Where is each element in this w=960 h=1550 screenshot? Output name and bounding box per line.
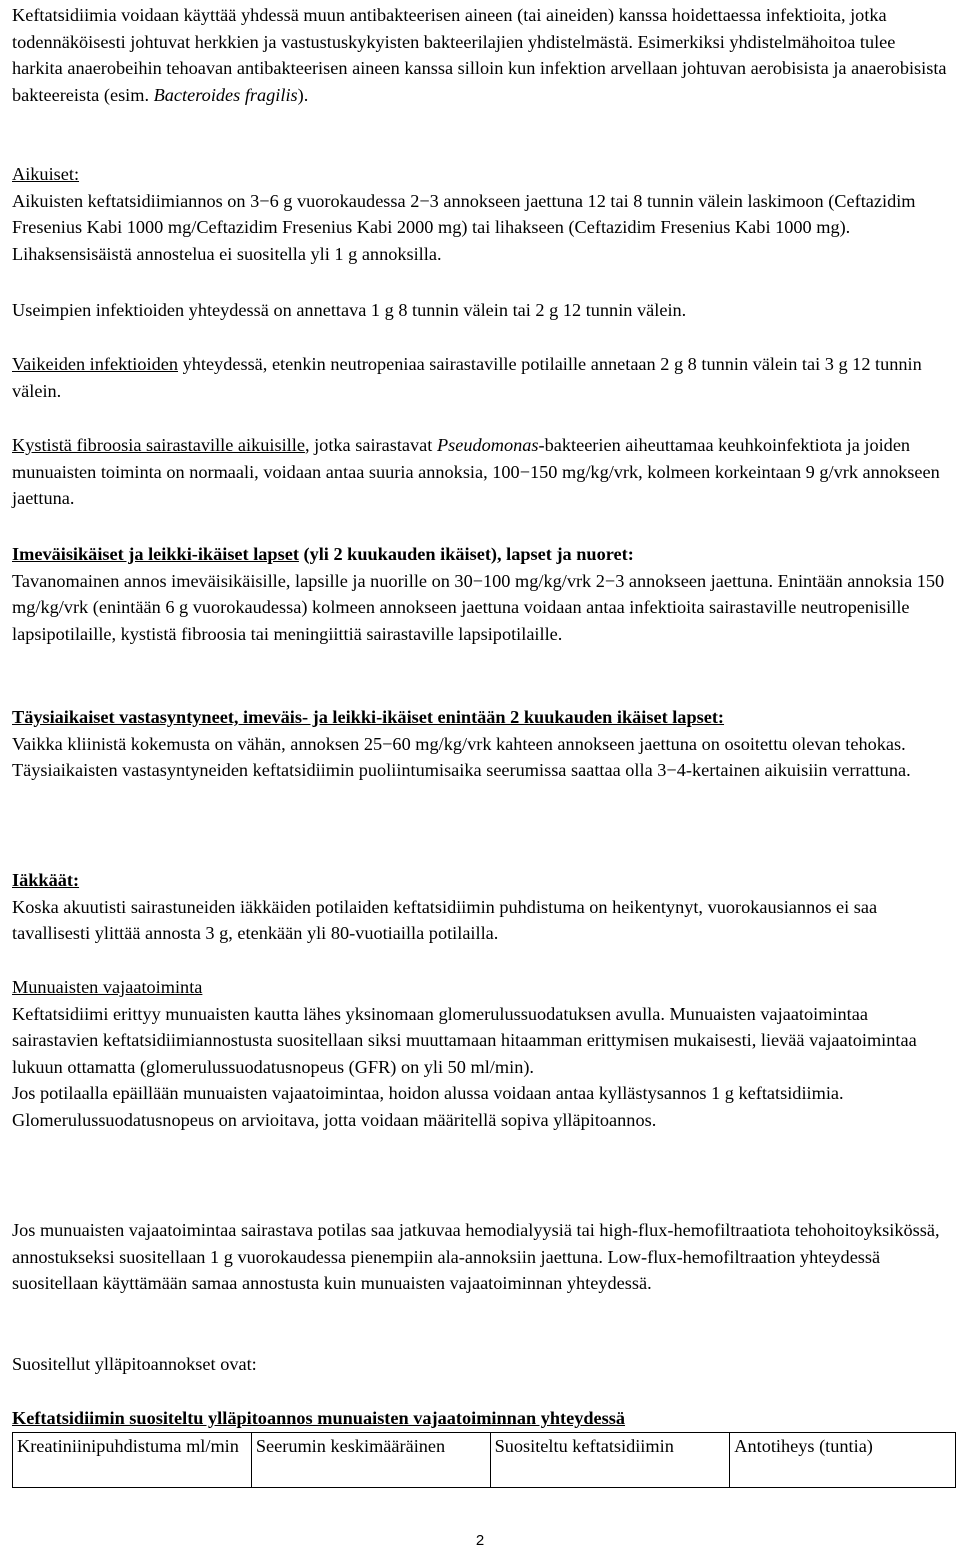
severe-infections-body: yhteydessä, etenkin neutropeniaa sairastaville potilaille annetaan 2 g 8 tunnin välein tai 3 g 12 tunnin välein. <box>12 354 922 401</box>
table-title-block <box>12 1405 947 1432</box>
elderly-section <box>12 867 947 947</box>
renal-text-2: Jos potilaalla epäillään munuaisten vajaatoimintaa, hoidon alussa voidaan antaa kyllästysannos 1 g keftatsidiimia. <box>12 1083 844 1103</box>
table-header-cell: Suositeltu keftatsidiimin <box>490 1433 730 1488</box>
page-number: 2 <box>475 1532 485 1549</box>
children-heading-underlined: Imeväisikäiset ja leikki-ikäiset lapset <box>12 544 299 564</box>
intro-paragraph <box>12 2 947 108</box>
renal-heading: Munuaisten vajaatoiminta <box>12 977 203 997</box>
adults-heading: Aikuiset: <box>12 164 80 184</box>
renal-text-1: Keftatsidiimi erittyy munuaisten kautta lähes yksinomaan glomerulussuodatuksen avulla. Munuaisten vajaatoimintaa sairastavien keftatsidiimiannostusta suositellaan siksi muuttamaan hitaamman erittymisen mukaisesti, lievää vajaatoimintaa lukuun ottamatta (glomerulussuodatusnopeus (GFR) on yli 50 ml/min). <box>12 1003 917 1077</box>
cystic-fibrosis-label: Kystistä fibroosia sairastaville aikuisille <box>12 435 305 455</box>
table-header-cell: Seerumin keskimääräinen <box>251 1433 490 1488</box>
table-title: Keftatsidiimin suositeltu ylläpitoannos munuaisten vajaatoiminnan yhteydessä <box>12 1408 626 1428</box>
elderly-heading: Iäkkäät: <box>12 870 80 890</box>
recommended-paragraph <box>12 1351 947 1378</box>
neonates-section <box>12 704 947 784</box>
cystic-fibrosis-text <box>12 432 947 512</box>
children-heading <box>12 541 947 568</box>
table-header-cell: Kreatiniinipuhdistuma ml/min <box>13 1433 252 1488</box>
severe-infections-paragraph <box>12 351 947 404</box>
adults-dosage-text: Aikuisten keftatsidiimiannos on 3−6 g vuorokaudessa 2−3 annokseen jaettuna 12 tai 8 tunnin välein laskimoon (Ceftazidim Fresenius Kabi 1000 mg/Ceftazidim Fresenius Kabi 2000 mg) tai lihakseen (Ceftazidim Fresenius Kabi 1000 mg). Lihaksensisäistä annostelua ei suositella yli 1 g annoksilla. <box>12 190 916 264</box>
most-infections-text: Useimpien infektioiden yhteydessä on annettava 1 g 8 tunnin välein tai 2 g 12 tunnin välein. <box>12 300 687 320</box>
recommended-text: Suositellut ylläpitoannokset ovat: <box>12 1354 257 1374</box>
dialysis-paragraph <box>12 1217 947 1297</box>
intro-text-main: Keftatsidiimia voidaan käyttää yhdessä muun antibakteerisen aineen (tai aineiden) kanssa hoidettaessa infektioita, jotka todennäköisesti johtuvat herkkien ja vastustuskykyisten bakteerilajien yhdistelmästä. Esimerkiksi yhdistelmähoitoa tulee harkita anaerobeihin tehoavan antibakteerisen aineen kanssa silloin kun infektion arvellaan johtuvan aerobisista ja anaerobisista bakteereista (esim. <box>12 5 947 105</box>
children-section <box>12 541 947 647</box>
children-dosage-text: Tavanomainen annos imeväisikäisille, lapsille ja nuorille on 30−100 mg/kg/vrk 2−3 annokseen jaettuna. Enintään annoksia 150 mg/kg/vrk (enintään 6 g vuorokaudessa) kolmeen annokseen jaettuna voidaan antaa infektioita sairastaville neutropenisille lapsipotilaille, kystistä fibroosia tai meningiittiä sairastaville lapsipotilaille. <box>12 570 945 644</box>
severe-infections-text <box>12 351 947 404</box>
adults-section <box>12 161 947 267</box>
table-header-cell: Antotiheys (tuntia) <box>730 1433 956 1488</box>
pseudomonas-name: Pseudomonas <box>436 435 539 455</box>
most-infections-paragraph <box>12 297 947 324</box>
children-heading-rest: (yli 2 kuukauden ikäiset), lapset ja nuoret: <box>298 544 634 564</box>
dialysis-text: Jos munuaisten vajaatoimintaa sairastava potilas saa jatkuvaa hemodialyysiä tai high-flux-hemofiltraatiota tehohoitoyksikössä, annostukseksi suositellaan 1 g vuorokaudessa pienempiin ala-annoksiin jaettuna. Low-flux-hemofiltraation yhteydessä suositellaan käyttämään samaa annostusta kuin munuaisten vajaatoiminnan yhteydessä. <box>12 1220 940 1293</box>
neonates-heading: Täysiaikaiset vastasyntyneet, imeväis- ja leikki-ikäiset enintään 2 kuukauden ikäiset lapset: <box>12 707 725 727</box>
elderly-dosage-text: Koska akuutisti sairastuneiden iäkkäiden potilaiden keftatsidiimin puhdistuma on heikentynyt, vuorokausiannos ei saa tavallisesti ylittää annosta 3 g, etenkään yli 80-vuotiailla potilailla. <box>12 896 878 943</box>
cystic-fibrosis-paragraph <box>12 432 947 512</box>
cystic-fibrosis-body-1: , jotka sairastavat <box>304 435 437 455</box>
renal-section <box>12 974 947 1133</box>
intro-text <box>12 2 947 108</box>
table-header-row <box>13 1433 956 1488</box>
bacteria-name: Bacteroides fragilis <box>153 84 298 105</box>
severe-infections-label: Vaikeiden infektioiden <box>12 354 179 374</box>
renal-text-3: Glomerulussuodatusnopeus on arvioitava, jotta voidaan määritellä sopiva ylläpitoannos. <box>12 1109 657 1130</box>
intro-text-end: ). <box>297 84 309 105</box>
maintenance-dose-table <box>12 1432 956 1488</box>
neonates-dosage-text: Vaikka kliinistä kokemusta on vähän, annoksen 25−60 mg/kg/vrk kahteen annokseen jaettuna on osoitettu olevan tehokas. <box>12 733 906 754</box>
cystic-fibrosis-body-2: -bakteerien aiheuttamaa keuhkoinfektiota ja joiden munuaisten toiminta on normaali, voidaan antaa suuria annoksia, 100−150 mg/kg/vrk, kolmeen korkeintaan 9 g/vrk annokseen jaettuna. <box>12 435 940 508</box>
neonates-halflife-text: Täysiaikaisten vastasyntyneiden keftatsidiimin puoliintumisaika seerumissa saattaa olla 3−4-kertainen aikuisiin verrattuna. <box>12 760 911 780</box>
